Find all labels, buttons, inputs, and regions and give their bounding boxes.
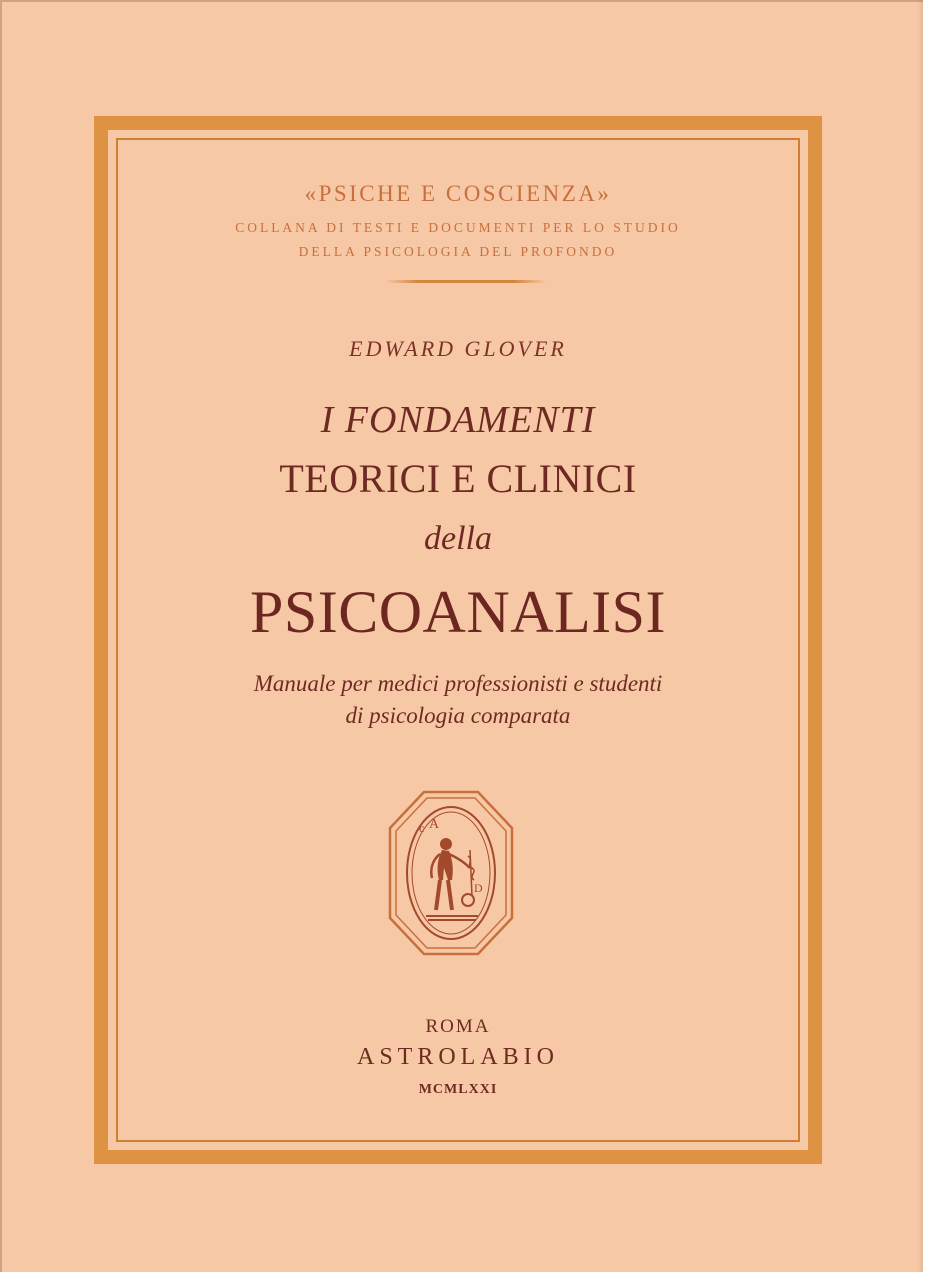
subtitle-line-1: Manuale per medici professionisti e studenti xyxy=(253,671,663,696)
emblem-letter: D xyxy=(474,881,483,895)
subtitle-line-2: di psicologia comparata xyxy=(345,703,571,728)
title-line-2: TEORICI E CLINICI xyxy=(279,456,637,501)
emblem-letter: A xyxy=(429,817,440,832)
publication-year: MCMLXXI xyxy=(418,1082,498,1097)
series-description-line-1: COLLANA DI TESTI E DOCUMENTI PER LO STUDIO xyxy=(235,220,681,235)
title-line-3: della xyxy=(424,520,492,557)
emblem-letter: c xyxy=(419,821,425,835)
title-main: PSICOANALISI xyxy=(249,579,667,645)
series-description-line-2: DELLA PSICOLOGIA DEL PROFONDO xyxy=(298,244,618,259)
decorative-rule xyxy=(386,280,546,283)
series-title: «PSICHE E COSCIENZA» xyxy=(304,181,612,206)
publication-city: ROMA xyxy=(425,1016,491,1037)
publisher-emblem-icon xyxy=(386,788,516,958)
author-name: EDWARD GLOVER xyxy=(349,336,567,361)
publisher-name: ASTROLABIO xyxy=(356,1044,559,1070)
title-line-1: I FONDAMENTI xyxy=(320,399,596,441)
